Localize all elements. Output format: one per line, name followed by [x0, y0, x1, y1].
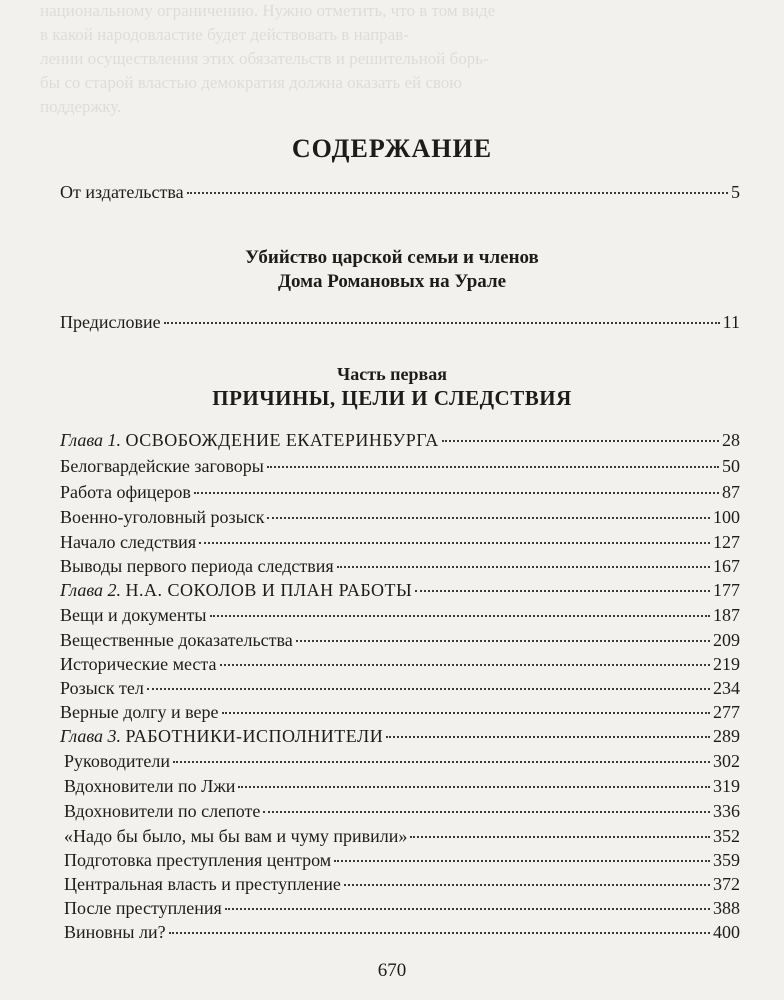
- toc-entry-title: Виновны ли?: [64, 922, 166, 942]
- toc-entry[interactable]: [64, 751, 740, 772]
- book-title-line: Дома Романовых на Урале: [277, 271, 507, 292]
- toc-entry-page: 400: [713, 922, 740, 942]
- toc-entry-title: Подготовка преступления центром: [64, 850, 332, 870]
- toc-entry-page: 289: [713, 726, 740, 746]
- page-title: СОДЕРЖАНИЕ: [291, 134, 493, 163]
- toc-entry-page: 388: [713, 898, 740, 918]
- bleed-through-text: [40, 0, 760, 120]
- toc-chapter-heading: [60, 726, 383, 747]
- toc-entry-title: Верные долгу и вере: [60, 702, 219, 722]
- leader-dots: [173, 761, 710, 763]
- leader-dots: [263, 811, 710, 813]
- leader-dots: [222, 712, 710, 714]
- toc-entry-title: Белогвардейские заговоры: [60, 456, 264, 476]
- toc-entry[interactable]: [60, 605, 740, 626]
- toc-entry[interactable]: [60, 702, 740, 723]
- toc-entry[interactable]: [60, 654, 740, 675]
- toc-chapter[interactable]: [60, 580, 740, 601]
- toc-entry[interactable]: [64, 826, 740, 847]
- toc-entry-title: Выводы первого периода следствия: [60, 556, 334, 576]
- toc-entry[interactable]: [64, 776, 740, 797]
- leader-dots: [442, 440, 719, 442]
- toc-entry-page: 50: [722, 456, 740, 476]
- toc-entry-page: 277: [713, 702, 740, 722]
- bleed-line: лении осуществления этих обязательств и решительной борь-: [40, 49, 489, 68]
- toc-entry[interactable]: [60, 482, 740, 503]
- toc-entry[interactable]: [60, 678, 740, 699]
- chapter-title: ОСВОБОЖДЕНИЕ ЕКАТЕРИНБУРГА: [125, 430, 439, 450]
- toc-entry-page: 11: [722, 312, 740, 332]
- toc-entry[interactable]: [60, 556, 740, 577]
- toc-entry-page: 177: [713, 580, 740, 600]
- leader-dots: [147, 688, 710, 690]
- toc-chapter-heading: [60, 580, 412, 601]
- toc-entry-title: Розыск тел: [60, 678, 144, 698]
- chapter-title: РАБОТНИКИ-ИСПОЛНИТЕЛИ: [125, 726, 384, 746]
- leader-dots: [194, 492, 719, 494]
- leader-dots: [238, 786, 710, 788]
- leader-dots: [296, 640, 710, 642]
- leader-dots: [344, 884, 710, 886]
- toc-entry[interactable]: [64, 850, 740, 871]
- toc-entry-page: 219: [713, 654, 740, 674]
- toc-chapter[interactable]: [60, 430, 740, 451]
- toc-entry-title: Работа офицеров: [60, 482, 191, 502]
- leader-dots: [337, 566, 710, 568]
- part-label: Часть первая: [337, 364, 447, 384]
- toc-entry[interactable]: [60, 312, 740, 333]
- leader-dots: [225, 908, 710, 910]
- toc-entry[interactable]: [60, 630, 740, 651]
- chapter-label: Глава 1.: [60, 430, 122, 450]
- leader-dots: [164, 322, 720, 324]
- toc-entry-page: 336: [713, 801, 740, 821]
- toc-entry-title: После преступления: [64, 898, 222, 918]
- leader-dots: [220, 664, 711, 666]
- leader-dots: [386, 736, 710, 738]
- bleed-line: национальному ограничению. Нужно отметить, что в том виде: [40, 1, 496, 20]
- bleed-line: бы со старой властью демократия должна оказать ей свою: [40, 73, 463, 92]
- toc-entry-title: От издательства: [60, 182, 184, 202]
- chapter-label: Глава 3.: [60, 726, 122, 746]
- toc-entry[interactable]: [60, 507, 740, 528]
- toc-entry-title: Руководители: [64, 751, 170, 771]
- toc-entry[interactable]: [64, 801, 740, 822]
- book-title: [0, 246, 784, 294]
- chapter-label: Глава 2.: [60, 580, 122, 600]
- toc-entry-title: Предисловие: [60, 312, 161, 332]
- toc-entry[interactable]: [60, 456, 740, 477]
- bleed-line: в какой народовластие будет действовать в направ-: [40, 25, 409, 44]
- toc-entry-page: 28: [722, 430, 740, 450]
- toc-entry[interactable]: [64, 898, 740, 919]
- bleed-line: поддержку.: [40, 97, 122, 116]
- toc-entry-page: 87: [722, 482, 740, 502]
- toc-entry-title: Вдохновители по Лжи: [64, 776, 236, 796]
- toc-entry-title: Центральная власть и преступление: [64, 874, 341, 894]
- leader-dots: [187, 192, 728, 194]
- toc-entry-page: 127: [713, 532, 740, 552]
- toc-entry-title: Вещественные доказательства: [60, 630, 293, 650]
- toc-entry-title: Начало следствия: [60, 532, 197, 552]
- toc-entry-page: 187: [713, 605, 740, 625]
- leader-dots: [415, 590, 710, 592]
- toc-entry-page: 5: [731, 182, 740, 202]
- toc-entry-page: 302: [713, 751, 740, 771]
- toc-entry-title: Исторические места: [60, 654, 217, 674]
- toc-entry-title: Вдохновители по слепоте: [64, 801, 261, 821]
- toc-entry-title: Вещи и документы: [60, 605, 207, 625]
- toc-entry-page: 234: [713, 678, 740, 698]
- book-title-line: Убийство царской семьи и членов: [245, 247, 539, 268]
- toc-entry-page: 352: [713, 826, 740, 846]
- toc-entry-page: 100: [713, 507, 740, 527]
- leader-dots: [267, 466, 719, 468]
- toc-entry-page: 209: [713, 630, 740, 650]
- leader-dots: [334, 860, 710, 862]
- toc-entry-title: «Надо бы было, мы бы вам и чуму привили»: [64, 826, 408, 846]
- toc-chapter-heading: [60, 430, 439, 451]
- toc-entry-page: 372: [713, 874, 740, 894]
- toc-chapter[interactable]: [60, 726, 740, 747]
- toc-entry-page: 319: [713, 776, 740, 796]
- page-number: 670: [377, 960, 407, 981]
- chapter-title: Н.А. СОКОЛОВ И ПЛАН РАБОТЫ: [125, 580, 413, 600]
- toc-entry[interactable]: [60, 532, 740, 553]
- toc-entry[interactable]: [64, 874, 740, 895]
- toc-entry[interactable]: [64, 922, 740, 943]
- toc-entry-title: Военно-уголовный розыск: [60, 507, 265, 527]
- leader-dots: [210, 615, 710, 617]
- leader-dots: [410, 836, 710, 838]
- toc-entry-page: 167: [713, 556, 740, 576]
- toc-entry[interactable]: [60, 182, 740, 203]
- part-title: ПРИЧИНЫ, ЦЕЛИ И СЛЕДСТВИЯ: [212, 386, 572, 410]
- leader-dots: [267, 517, 710, 519]
- leader-dots: [169, 932, 710, 934]
- toc-entry-page: 359: [713, 850, 740, 870]
- leader-dots: [199, 542, 710, 544]
